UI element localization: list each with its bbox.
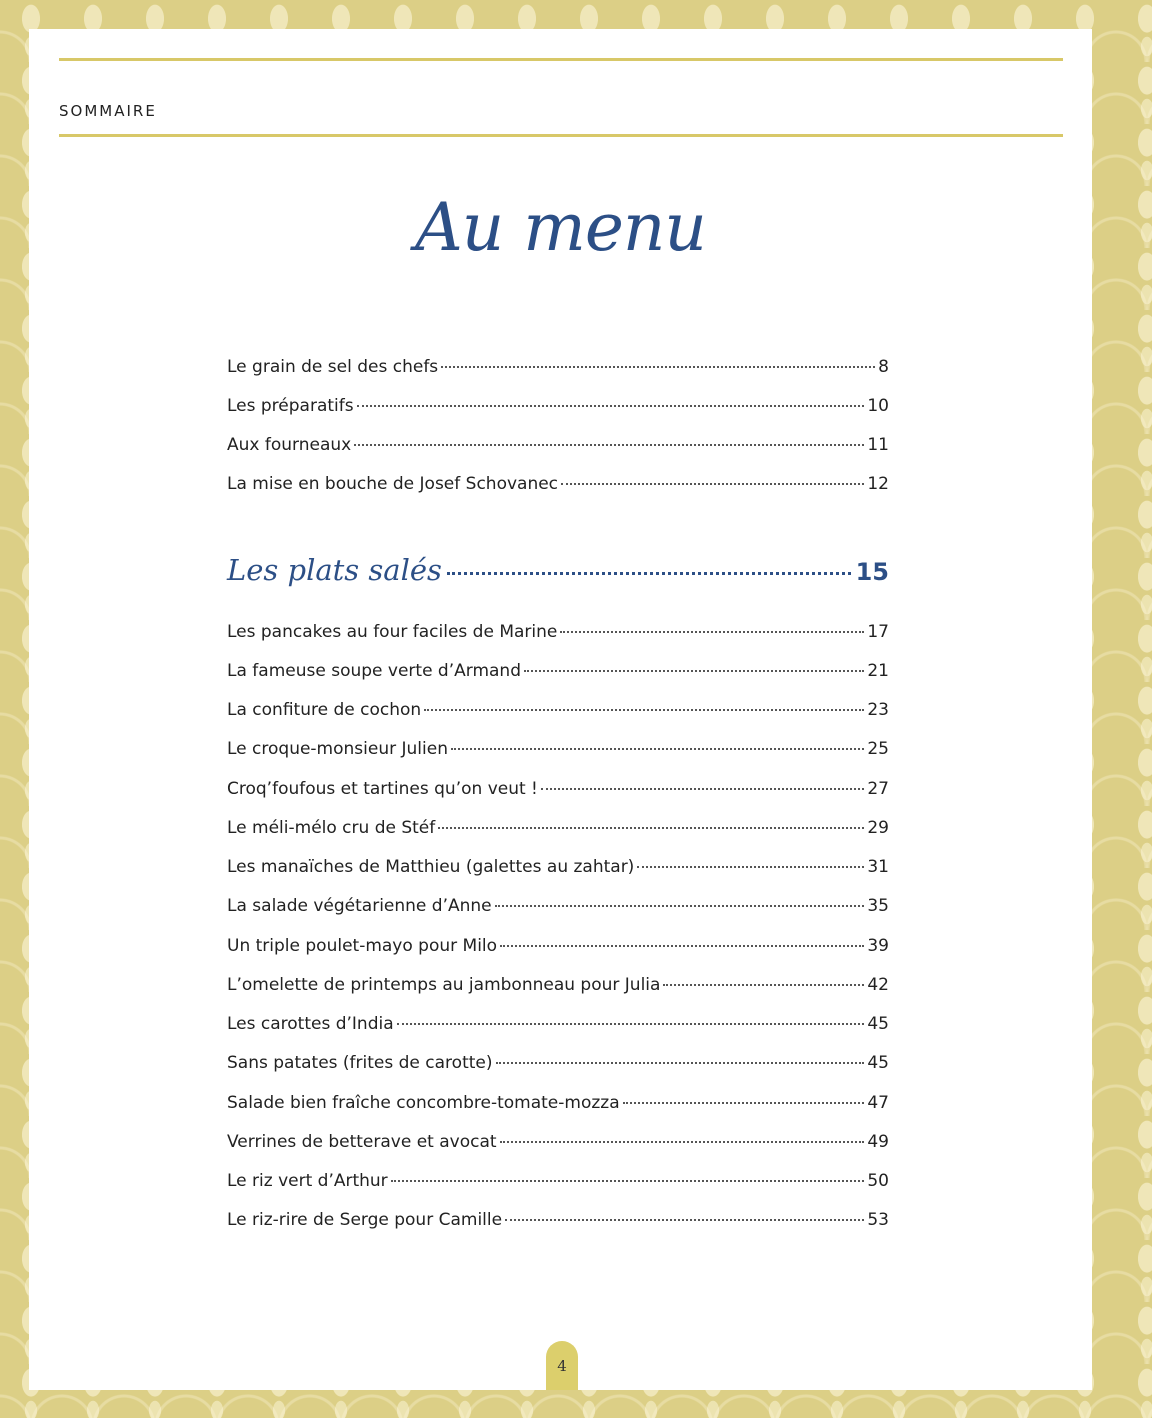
toc-entry[interactable]: [227, 357, 889, 383]
toc-entry[interactable]: [227, 396, 889, 422]
toc-section-page: 15: [855, 558, 889, 586]
header-rule-top: [59, 58, 1063, 61]
dot-leader: [623, 1102, 865, 1104]
dot-leader: [391, 1180, 865, 1182]
toc-entry-page: 23: [867, 700, 889, 720]
dot-leader: [663, 984, 864, 986]
toc-entry-label: Les carottes d’India: [227, 1014, 394, 1034]
section-label: SOMMAIRE: [59, 102, 157, 120]
dot-leader: [496, 1062, 865, 1064]
toc-entry-page: 50: [867, 1171, 889, 1191]
toc-entry-page: 49: [867, 1132, 889, 1152]
toc-section-label: Les plats salés: [227, 553, 442, 587]
toc-entry[interactable]: [227, 896, 889, 922]
dot-leader: [541, 788, 864, 790]
toc-entry[interactable]: [227, 700, 889, 726]
dot-leader: [447, 572, 851, 575]
header: [59, 58, 1063, 138]
toc-entry-label: Le croque-monsieur Julien: [227, 739, 448, 759]
page-title: Au menu: [415, 189, 706, 266]
toc-entry-label: Le grain de sel des chefs: [227, 357, 439, 377]
page-number: 4: [557, 1356, 567, 1375]
toc-entry-label: La fameuse soupe verte d’Armand: [227, 661, 521, 681]
toc-entry-page: 29: [867, 818, 889, 838]
toc-entry-label: Sans patates (frites de carotte): [227, 1053, 493, 1073]
toc-entry[interactable]: [227, 1210, 889, 1236]
toc-entry-page: 8: [878, 357, 889, 377]
toc-entry-page: 11: [867, 435, 889, 455]
dot-leader: [561, 483, 864, 485]
toc-entry-label: La confiture de cochon: [227, 700, 422, 720]
toc-entry-label: Les pancakes au four faciles de Marine: [227, 622, 558, 642]
toc-entry-label: L’omelette de printemps au jambonneau pour Julia: [227, 975, 661, 995]
page-number-tab: [546, 1341, 578, 1390]
dot-leader: [500, 1141, 865, 1143]
dot-leader: [451, 748, 864, 750]
toc-entry-page: 21: [867, 661, 889, 681]
dot-leader: [424, 709, 864, 711]
toc-entry[interactable]: [227, 936, 889, 962]
toc-entry[interactable]: [227, 975, 889, 1001]
toc-entry-page: 42: [867, 975, 889, 995]
toc-entry-page: 45: [867, 1014, 889, 1034]
toc-entry[interactable]: [227, 1132, 889, 1158]
toc-entry[interactable]: [227, 435, 889, 461]
toc-entry-page: 10: [867, 396, 889, 416]
toc-entry-page: 47: [867, 1093, 889, 1113]
toc-entry-label: La salade végétarienne d’Anne: [227, 896, 492, 916]
toc-entry-label: Les préparatifs: [227, 396, 354, 416]
toc-entry-label: Le riz vert d’Arthur: [227, 1171, 388, 1191]
dot-leader: [500, 945, 864, 947]
toc-entry-label: Verrines de betterave et avocat: [227, 1132, 497, 1152]
dot-leader: [637, 866, 864, 868]
dot-leader: [438, 827, 864, 829]
toc-entry[interactable]: [227, 739, 889, 765]
toc-entry-page: 53: [867, 1210, 889, 1230]
dot-leader: [495, 905, 865, 907]
toc-entry-page: 12: [867, 474, 889, 494]
toc-entry-label: La mise en bouche de Josef Schovanec: [227, 474, 559, 494]
dot-leader: [354, 444, 864, 446]
toc-section-heading[interactable]: [227, 553, 889, 587]
toc-entry-page: 45: [867, 1053, 889, 1073]
toc-entry[interactable]: [227, 474, 889, 500]
dot-leader: [441, 366, 875, 368]
toc-entry[interactable]: [227, 622, 889, 648]
dot-leader: [560, 631, 864, 633]
toc-entry-label: Salade bien fraîche concombre-tomate-mozza: [227, 1093, 620, 1113]
toc-entry-page: 17: [867, 622, 889, 642]
toc-entry-label: Aux fourneaux: [227, 435, 352, 455]
toc-entry[interactable]: [227, 779, 889, 805]
toc-entry-page: 27: [867, 779, 889, 799]
toc-entry-label: Le méli-mélo cru de Stéf: [227, 818, 436, 838]
toc-entry-label: Les manaïches de Matthieu (galettes au zahtar): [227, 857, 635, 877]
toc-entry-page: 39: [867, 936, 889, 956]
toc-entry-label: Le riz-rire de Serge pour Camille: [227, 1210, 503, 1230]
toc-entry[interactable]: [227, 1093, 889, 1119]
dot-leader: [397, 1023, 865, 1025]
toc-entry[interactable]: [227, 661, 889, 687]
dot-leader: [524, 670, 864, 672]
toc-entry-label: Un triple poulet-mayo pour Milo: [227, 936, 498, 956]
toc-entry[interactable]: [227, 1014, 889, 1040]
page: [29, 29, 1092, 1390]
toc-entry-page: 25: [867, 739, 889, 759]
toc-entry-page: 35: [867, 896, 889, 916]
toc-entry-label: Croq’foufous et tartines qu’on veut !: [227, 779, 538, 799]
dot-leader: [505, 1219, 864, 1221]
toc-entry[interactable]: [227, 818, 889, 844]
header-rule-bottom: [59, 134, 1063, 137]
toc-entry-page: 31: [867, 857, 889, 877]
toc-entry[interactable]: [227, 1171, 889, 1197]
toc-entry[interactable]: [227, 1053, 889, 1079]
dot-leader: [357, 405, 865, 407]
toc-entry[interactable]: [227, 857, 889, 883]
